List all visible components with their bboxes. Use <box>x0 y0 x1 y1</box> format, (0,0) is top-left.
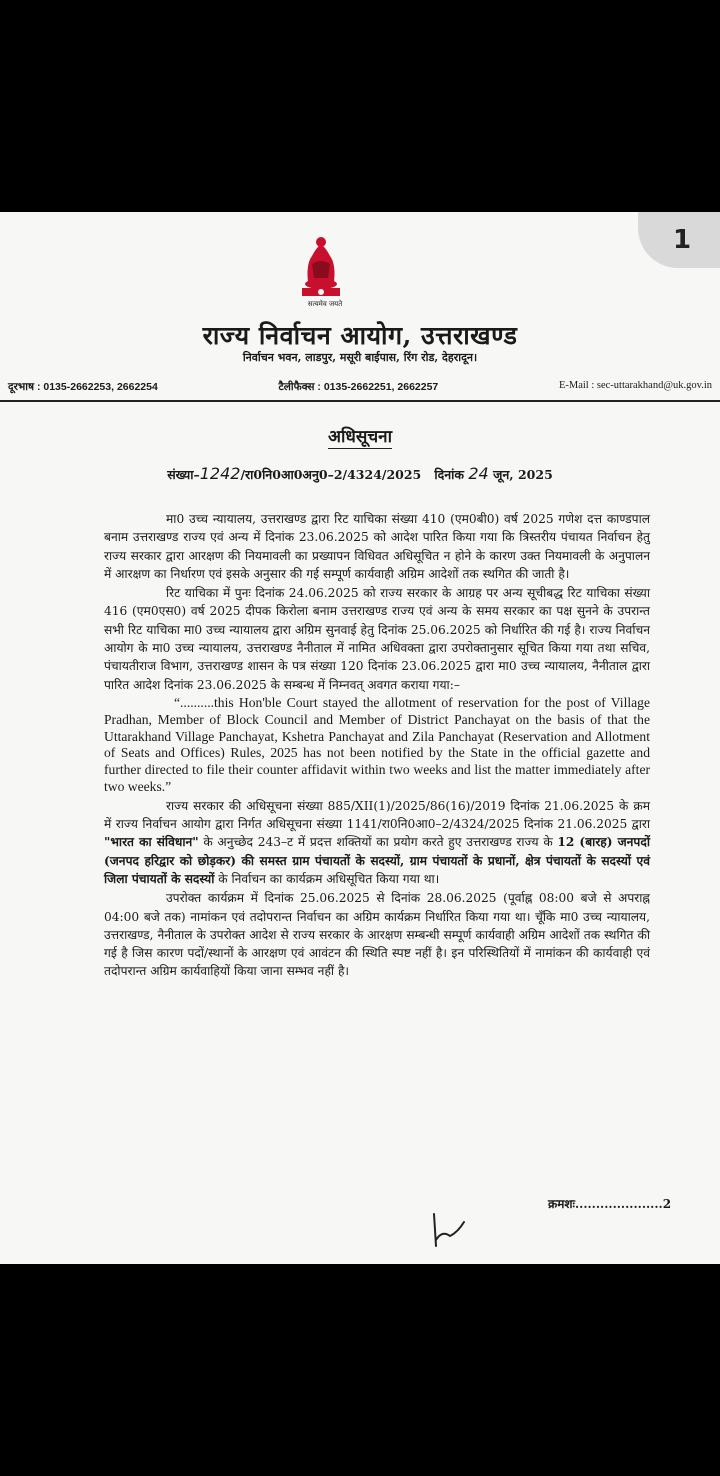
contact-line <box>8 380 712 394</box>
continued-marker: क्रमशः.....................2 <box>548 1197 672 1211</box>
page-number-badge: 1 <box>638 212 720 268</box>
paragraph-2: रिट याचिका में पुनः दिनांक 24.06.2025 को राज्य सरकार के आग्रह पर अन्य सूचीबद्ध रिट याचिका संख्या 416 (एम0एस0) वर्ष 2025 दीपक किरोला बनाम उत्तराखण्ड राज्य एवं अन्य के समय सरकार का पक्ष सुनने के उपरान्त सभी रिट याचिका मा0 उच्च न्यायालय द्वारा अग्रिम सुनवाई हेतु दिनांक 25.06.2025 को निर्धारित की गई है। राज्य निर्वाचन आयोग के मा0 उच्च न्यायालय, उत्तराखण्ड नैनीताल में नामित अधिवक्ता द्वारा उपरोक्तानुसार सूचित किया गया तथा सचिव, पंचायतीराज विभाग, उत्तराखण्ड शासन के पत्र संख्या 120 दिनांक 23.06.2025 द्वारा मा0 उच्च न्यायालय, नैनीताल द्वारा पारित आदेश दिनांक 23.06.2025 के सम्बन्ध में निम्नवत् अवगत कराया गया:– <box>104 586 650 692</box>
handwritten-date-day: 24 <box>468 464 489 483</box>
document-page <box>0 212 720 1264</box>
telefax-number: टैलीफैक्स : 0135-2662251, 2662257 <box>278 381 439 393</box>
signature-initial-icon <box>428 1210 468 1250</box>
court-quote: “..........this Hon'ble Court stayed the allotment of reservation for the post of Village Pradhan, Member of Block Council and Member of District Panchayat on the basis of that the Uttarakhand Village Panchayat, Kshetra Panchayat and Zila Panchayat (Reservation and Allotment of Seats and Offices) Rules, 2025 has not been notified by the State in the official gazette and further directed to file their counter affidavit within two weeks and list the matter immediately after two weeks.” <box>104 694 650 794</box>
paragraph-1: मा0 उच्च न्यायालय, उत्तराखण्ड द्वारा रिट याचिका संख्या 410 (एम0बी0) वर्ष 2025 गणेश दत्त काण्डपाल बनाम उत्तराखण्ड राज्य एवं अन्य में दिनांक 23.06.2025 को आदेश पारित किया गया कि त्रिस्तरीय पंचायत निर्वाचन हेतु राज्य सरकार द्वारा आरक्षण की नियमावली का प्रख्यापन विधिवत अधिसूचित न होने के कारण उक्त नियमावली के अनुपालन में आरक्षण का निर्धारण एवं इसके अनुसार की गई सम्पूर्ण कार्यवाही अग्रिम आदेशों तक स्थगित की जाती है। <box>104 512 650 581</box>
email-address: E-Mail : sec-uttarakhand@uk.gov.in <box>558 380 712 391</box>
notice-title: अधिसूचना <box>328 427 392 447</box>
emblem-motto: सत्यमेव जयते <box>307 300 343 308</box>
paragraph-4: उपरोक्त कार्यक्रम में दिनांक 25.06.2025 से दिनांक 28.06.2025 (पूर्वाह्न 08:00 बजे से अपराह्न 04:00 बजे तक) नामांकन एवं तदोपरान्त निर्वाचन का अग्रिम कार्यक्रम निर्धारित किया गया था। चूँकि मा0 उच्च न्यायालय, उत्तराखण्ड, नैनीताल के उपरोक्त आदेश से राज्य सरकार के आरक्षण सम्बन्धी सम्पूर्ण कार्यवाही अग्रिम आदेशों तक स्थगित की गई है जिस कारण पदों/स्थानों के आरक्षण एवं आवंटन की स्थिति स्पष्ट नहीं है। इन परिस्थितियों में नामांकन की कार्यवाही एवं तदोपरान्त अग्रिम कार्यवाहियों किया जाना सम्भव नहीं है। <box>104 891 650 979</box>
handwritten-ref-number: 1242 <box>199 464 241 483</box>
notice-body <box>104 510 650 982</box>
paragraph-3: राज्य सरकार की अधिसूचना संख्या 885/XII(1)/2025/86(16)/2019 दिनांक 21.06.2025 के क्रम में राज्य निर्वाचन आयोग द्वारा निर्गत अधिसूचना संख्या 1141/रा0नि0आ0–2/4324/2025 दिनांक 21.06.2025 द्वारा "भारत का संविधान" के अनुच्छेद 243–ट में प्रदत्त शक्तियों का प्रयोग करते हुए उत्तराखण्ड राज्य के 12 (बारह) जनपदों (जनपद हरिद्वार को छोड़कर) की समस्त ग्राम पंचायतों के सदस्यों, ग्राम पंचायतों के प्रधानों, क्षेत्र पंचायतों के सदस्यों एवं जिला पंचायतों के सदस्यों के निर्वाचन का कार्यक्रम अधिसूचित किया गया था। <box>104 798 650 886</box>
state-emblem-icon <box>290 234 352 304</box>
org-address: निर्वाचन भवन, लाडपुर, मसूरी बाईपास, रिंग रोड, देहरादून। <box>242 351 478 364</box>
reference-line: संख्या–1242/रा0नि0आ0अनु0–2/4324/2025 दिनांक 24 जून, 2025 <box>167 464 553 483</box>
header-divider <box>0 400 720 402</box>
org-name: राज्य निर्वाचन आयोग, उत्तराखण्ड <box>202 321 518 350</box>
phone-number: दूरभाष : 0135-2662253, 2662254 <box>8 381 158 393</box>
